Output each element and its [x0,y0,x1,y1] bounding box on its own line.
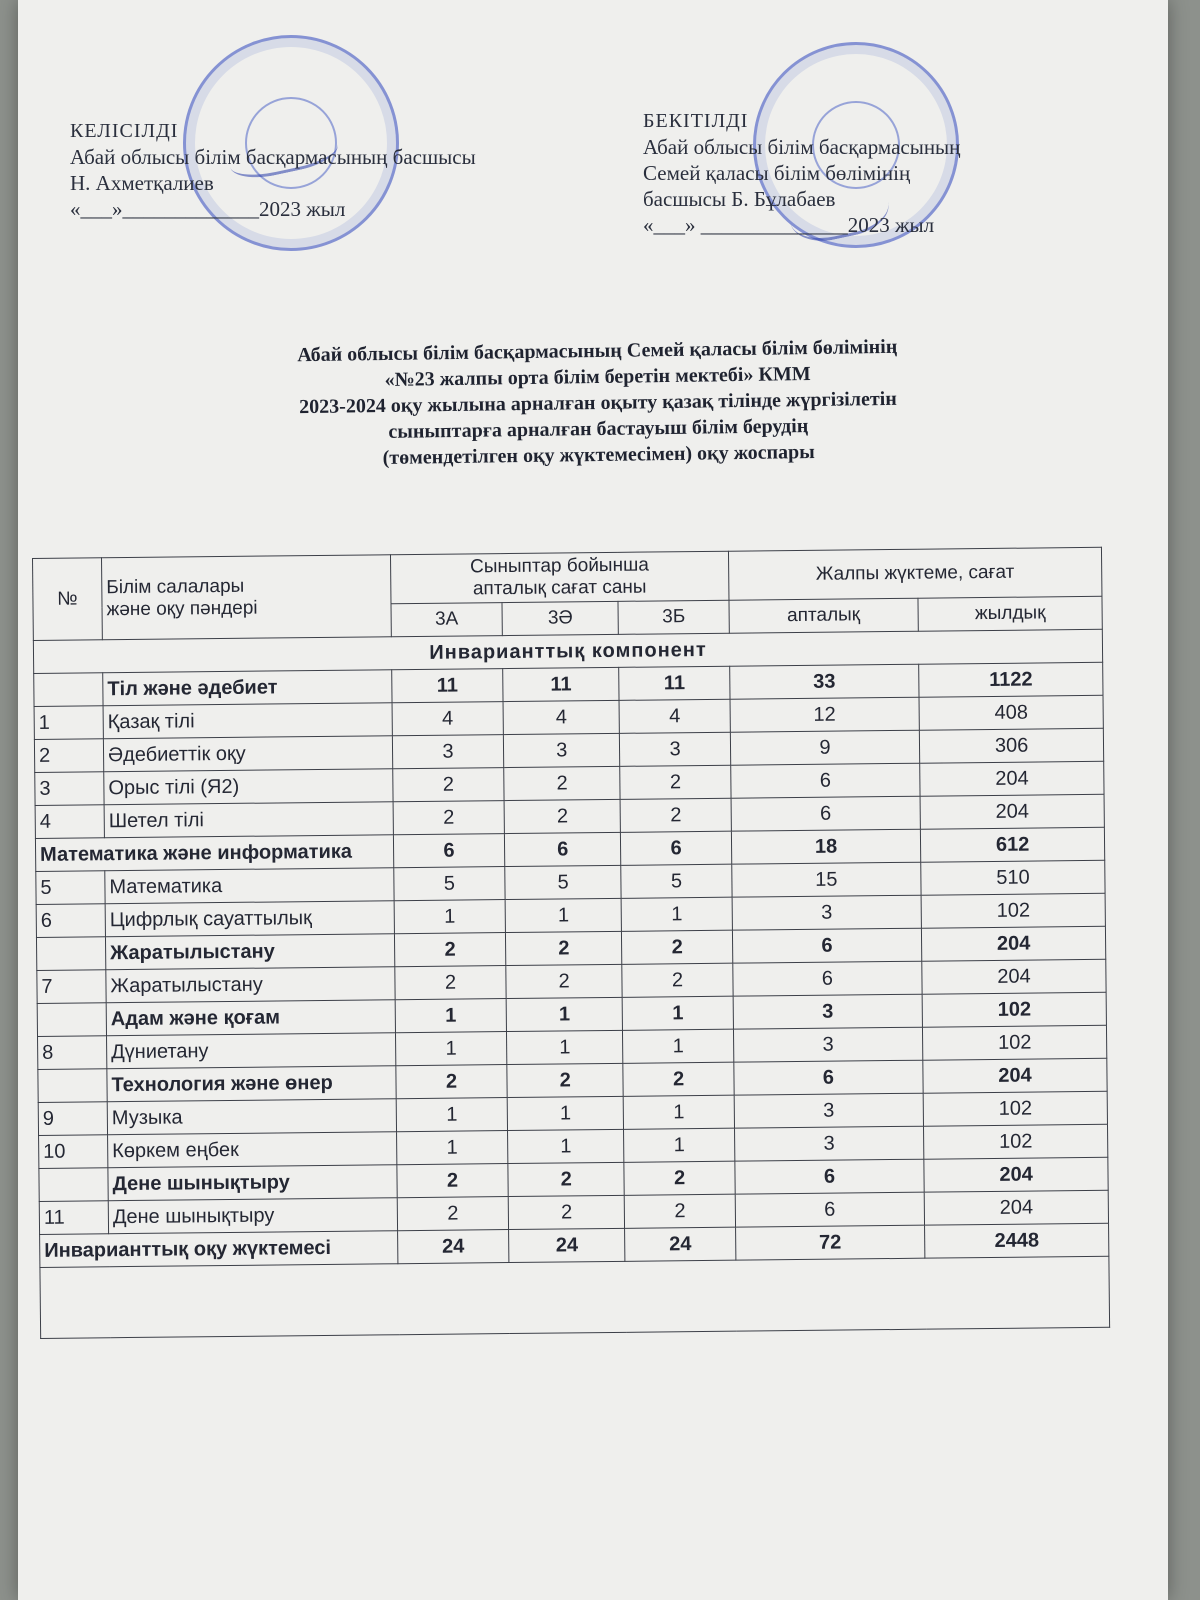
title-line-1: Абай облысы білім басқармасының Семей қаласы білім бөлімінің [297,335,898,367]
agreed-line-2: Н. Ахметқалиев [70,171,214,195]
cell-ae: 1 [506,1030,623,1064]
cell-year: 204 [922,926,1106,961]
cell-a: 6 [393,834,504,868]
cell-subject: Адам және қоғам [106,1000,395,1036]
cell-b: 2 [623,1062,734,1096]
header-total-load: Жалпы жүктеме, сағат [728,547,1102,600]
cell-subject: Жаратылыстану [106,967,395,1003]
cell-subject: Дене шынықтыру [108,1165,397,1201]
cell-a: 2 [397,1164,508,1198]
cell-num: 10 [39,1135,108,1169]
total-b: 24 [625,1227,736,1261]
cell-ae: 2 [504,799,621,833]
cell-b: 1 [623,1029,734,1063]
cell-week: 3 [734,1093,924,1128]
cell-num: 4 [35,805,104,839]
approved-line-2: Семей қаласы білім бөлімінің [643,161,911,185]
approved-block [643,108,960,238]
cell-week: 6 [734,1060,924,1095]
cell-a: 2 [395,966,506,1000]
cell-num: 5 [36,871,105,905]
cell-year: 204 [922,959,1106,994]
curriculum-table [32,547,1110,1339]
cell-year: 102 [923,1091,1107,1126]
cell-b: 6 [621,831,732,865]
header-weekly: апталық [729,598,919,633]
total-ae: 24 [508,1228,625,1262]
cell-b: 2 [622,930,733,964]
cell-num [39,1168,108,1202]
cell-ae: 1 [507,1096,624,1130]
cell-a: 2 [393,801,504,835]
title-line-2: «№23 жалпы орта білім беретін мектебі» КММ [384,363,811,391]
document-title [107,331,1089,475]
cell-a: 1 [397,1131,508,1165]
cell-year: 1122 [919,662,1103,697]
cell-a: 2 [396,1065,507,1099]
cell-ae: 2 [505,931,622,965]
empty-cell [40,1256,1110,1338]
cell-ae: 2 [508,1162,625,1196]
cell-b: 1 [624,1095,735,1129]
cell-b: 1 [624,1128,735,1162]
cell-num: 11 [39,1201,108,1235]
cell-ae: 5 [505,865,622,899]
cell-year: 612 [921,827,1105,862]
cell-year: 204 [924,1157,1108,1192]
cell-subject: Технология және өнер [107,1066,396,1102]
cell-year: 306 [920,728,1104,763]
cell-year: 102 [924,1124,1108,1159]
cell-a: 1 [394,900,505,934]
cell-ae: 1 [507,1129,624,1163]
cell-year: 102 [923,1025,1107,1060]
cell-week: 3 [733,1027,923,1062]
cell-b: 4 [619,699,730,733]
cell-ae: 2 [508,1195,625,1229]
cell-week: 3 [733,994,923,1029]
cell-a: 2 [394,933,505,967]
agreed-line-3: «___»_____________2023 жыл [70,197,346,221]
approved-line-3: басшысы Б. Бұлабаев [643,187,836,211]
cell-subject: Дүниетану [107,1033,396,1069]
cell-week: 15 [731,862,921,897]
cell-num: 3 [35,772,104,806]
cell-num: 2 [34,739,103,773]
total-label: Инварианттық оқу жүктемесі [40,1231,398,1268]
header-weekly-by-class: Сыныптар бойынша апталық сағат саны [390,551,728,604]
cell-b: 1 [622,897,733,931]
header-num: № [33,558,103,641]
cell-b: 1 [623,996,734,1030]
header-class-3b: 3Б [618,600,729,634]
header-class-3a: 3А [391,603,502,637]
cell-a: 4 [392,702,503,736]
cell-num [37,1003,106,1037]
cell-b: 2 [622,963,733,997]
cell-week: 6 [735,1159,925,1194]
cell-b: 11 [619,666,730,700]
cell-year: 204 [920,761,1104,796]
approved-line-4: «___» ______________2023 жыл [643,213,935,237]
approved-line-1: Абай облысы білім басқармасының [643,135,961,159]
cell-a: 3 [392,735,503,769]
cell-week: 6 [731,796,921,831]
cell-year: 204 [924,1190,1108,1225]
title-line-5: (төмендетілген оқу жүктемесімен) оқу жоспары [382,440,815,470]
cell-week: 6 [730,763,920,798]
cell-year: 204 [923,1058,1107,1093]
cell-ae: 1 [505,898,622,932]
cell-subject: Көркем еңбек [108,1132,397,1168]
empty-row [40,1256,1110,1338]
cell-year: 102 [922,992,1106,1027]
cell-a: 1 [396,1098,507,1132]
cell-num [38,1069,107,1103]
cell-week: 9 [730,730,920,765]
cell-a: 2 [397,1197,508,1231]
cell-subject: Жаратылыстану [105,934,394,970]
cell-week: 18 [731,829,921,864]
agreed-line-1: Абай облысы білім басқармасының басшысы [70,145,476,169]
cell-ae: 11 [503,667,620,701]
cell-subject: Әдебиеттік оқу [103,736,392,772]
cell-a: 2 [393,768,504,802]
cell-week: 3 [734,1126,924,1161]
cell-year: 204 [920,794,1104,829]
section-title: Инварианттық компонент [33,629,1102,673]
total-a: 24 [398,1230,509,1264]
cell-ae: 3 [503,733,620,767]
title-line-4: сыныптарға арналған бастауыш білім берудің [388,415,809,443]
cell-b: 2 [625,1194,736,1228]
header-subject: Білім салалары және оқу пәндері [102,555,392,640]
title-line-3: 2023-2024 оқу жылына арналған оқыту қазақ тілінде жүргізілетін [299,387,897,419]
cell-ae: 4 [503,700,620,734]
cell-b: 2 [624,1161,735,1195]
cell-num [36,937,105,971]
cell-year: 408 [919,695,1103,730]
cell-num: 1 [34,706,103,740]
cell-b: 3 [620,732,731,766]
header-yearly: жылдық [918,596,1102,631]
cell-a: 1 [395,999,506,1033]
cell-year: 102 [921,893,1105,928]
cell-a: 11 [392,669,503,703]
cell-num: 6 [36,904,105,938]
approved-heading: БЕКІТІЛДІ [643,110,749,132]
cell-num: 9 [38,1102,107,1136]
cell-subject: Қазақ тілі [103,703,392,739]
cell-ae: 1 [506,997,623,1031]
cell-week: 6 [732,928,922,963]
total-week: 72 [735,1225,925,1260]
agreed-heading: КЕЛІСІЛДІ [70,120,179,142]
cell-num: 8 [38,1036,107,1070]
cell-ae: 6 [504,832,621,866]
cell-subject: Музыка [107,1099,396,1135]
agreed-block [70,118,476,222]
cell-week: 6 [735,1192,925,1227]
total-year: 2448 [925,1223,1109,1258]
cell-week: 33 [729,664,919,699]
cell-b: 5 [621,864,732,898]
cell-year: 510 [921,860,1105,895]
cell-week: 6 [733,961,923,996]
cell-b: 2 [620,765,731,799]
header-class-3ae: 3Ә [502,601,619,635]
cell-week: 12 [730,697,920,732]
cell-b: 2 [621,798,732,832]
cell-ae: 2 [507,1063,624,1097]
cell-ae: 2 [506,964,623,998]
cell-subject: Математика және информатика [35,835,393,872]
cell-num [34,673,103,707]
cell-subject: Математика [105,868,394,904]
cell-subject: Дене шынықтыру [108,1198,397,1234]
cell-subject: Тіл және әдебиет [103,670,392,706]
cell-week: 3 [732,895,922,930]
cell-num: 7 [37,970,106,1004]
cell-subject: Цифрлық сауаттылық [105,901,394,937]
cell-ae: 2 [504,766,621,800]
cell-a: 5 [394,867,505,901]
cell-a: 1 [395,1032,506,1066]
cell-subject: Шетел тілі [104,802,393,838]
cell-subject: Орыс тілі (Я2) [104,769,393,805]
